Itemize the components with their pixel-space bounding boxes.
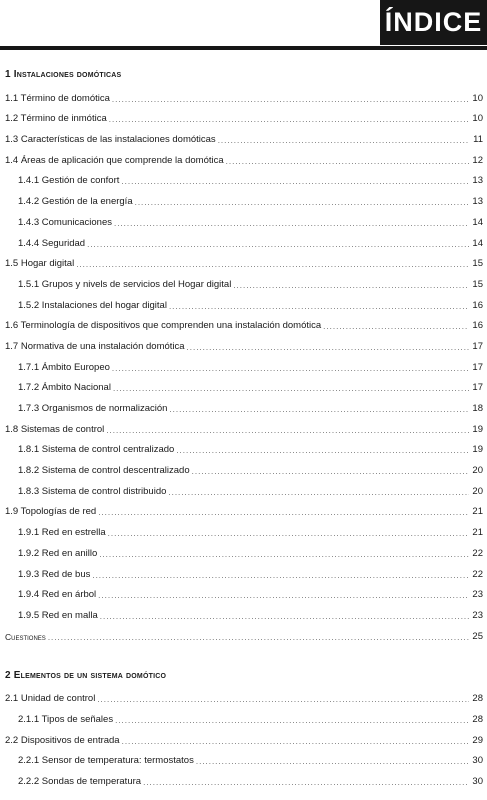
toc-entry-page: 30 xyxy=(472,776,483,787)
toc-entry-title: 2.1 Unidad de control xyxy=(5,693,96,705)
toc-entry[interactable] xyxy=(5,517,483,538)
toc-entry-page: 11 xyxy=(473,134,483,146)
toc-entry-page: 23 xyxy=(472,589,483,601)
toc-entry-title: 1.3 Características de las instalaciones domóticas xyxy=(5,134,216,146)
toc-entry[interactable] xyxy=(5,559,483,580)
toc-entry-page: 17 xyxy=(472,382,483,394)
toc-entry-page: 18 xyxy=(472,403,483,414)
toc-entry[interactable] xyxy=(5,269,483,290)
toc-entry-title: 1.7.3 Organismos de normalización xyxy=(18,403,168,414)
toc-entry[interactable] xyxy=(5,538,483,559)
toc-entry-page: 13 xyxy=(472,175,483,187)
toc-entry[interactable] xyxy=(5,414,483,435)
dot-leader xyxy=(108,529,469,538)
dot-leader xyxy=(114,219,469,228)
toc-entry-page: 22 xyxy=(472,547,483,559)
toc-entry-page: 30 xyxy=(472,755,483,767)
dot-leader xyxy=(135,198,469,207)
table-of-contents xyxy=(5,66,483,787)
toc-entry-page: 19 xyxy=(472,444,483,456)
toc-entry-page: 10 xyxy=(472,92,483,104)
dot-leader xyxy=(143,778,469,787)
index-title-banner xyxy=(380,0,487,45)
toc-entry[interactable] xyxy=(5,104,483,125)
toc-entry-title: 1.5.1 Grupos y nivels de servicios del Hogar digital xyxy=(18,278,232,290)
toc-entry[interactable] xyxy=(5,393,483,414)
toc-entry-title: 2.2 Dispositivos de entrada xyxy=(5,734,120,746)
toc-entry[interactable] xyxy=(5,83,483,104)
toc-entry-title: 2.2.1 Sensor de temperatura: termostatos xyxy=(18,755,194,767)
dot-leader xyxy=(187,343,469,352)
toc-entry-title: 1.9.2 Red en anillo xyxy=(18,547,98,559)
toc-entry[interactable] xyxy=(5,725,483,746)
toc-entry-page: 15 xyxy=(472,258,483,270)
toc-entry[interactable] xyxy=(5,249,483,270)
toc-entry[interactable] xyxy=(5,331,483,352)
dot-leader xyxy=(106,426,469,435)
toc-entry-title: 1.5 Hogar digital xyxy=(5,258,75,270)
toc-entry-title: 1.8.2 Sistema de control descentralizado xyxy=(18,465,190,477)
chapter-heading: 2 Elementos de un sistema domótico xyxy=(5,669,167,681)
toc-entry-title: 1.9 Topologías de red xyxy=(5,506,97,518)
toc-entry[interactable] xyxy=(5,311,483,332)
toc-entry[interactable] xyxy=(5,228,483,249)
index-title: ÍNDICE xyxy=(384,7,483,37)
dot-leader xyxy=(97,695,469,704)
toc-entry-page: 14 xyxy=(472,216,483,228)
toc-entry[interactable] xyxy=(5,435,483,456)
toc-entry[interactable] xyxy=(5,207,483,228)
toc-entry-page: 16 xyxy=(472,320,483,332)
toc-entry-page: 21 xyxy=(472,527,483,539)
toc-entry-page: 28 xyxy=(472,713,483,725)
dot-leader xyxy=(109,115,469,124)
toc-entry-page: 29 xyxy=(472,734,483,746)
toc-entry[interactable] xyxy=(5,497,483,518)
toc-entry-title: 1.9.4 Red en árbol xyxy=(18,589,97,601)
toc-entry-title: 1.4.4 Seguridad xyxy=(18,237,86,249)
toc-entry[interactable] xyxy=(5,124,483,145)
toc-entry-title: 1.4.3 Comunicaciones xyxy=(18,216,112,228)
dot-leader xyxy=(87,240,469,249)
dot-leader xyxy=(323,322,469,331)
toc-entry-title: 1.9.1 Red en estrella xyxy=(18,527,106,539)
dot-leader xyxy=(196,757,469,766)
toc-entry[interactable] xyxy=(5,290,483,311)
dot-leader xyxy=(100,612,469,621)
dot-leader xyxy=(98,508,469,517)
dot-leader xyxy=(168,488,469,497)
toc-entry-page: 15 xyxy=(472,278,483,290)
toc-entry[interactable] xyxy=(5,621,483,642)
toc-entry-page: 19 xyxy=(472,423,483,435)
toc-entry-title: 1.4.1 Gestión de confort xyxy=(18,175,120,187)
toc-entry[interactable] xyxy=(5,186,483,207)
dot-leader xyxy=(76,260,469,269)
dot-leader xyxy=(115,716,469,725)
toc-entry-page: 14 xyxy=(472,237,483,249)
toc-entry[interactable] xyxy=(5,352,483,373)
dot-leader xyxy=(169,302,469,311)
toc-entry-page: 21 xyxy=(472,506,483,518)
chapter-gap xyxy=(5,642,483,667)
toc-entry-page: 20 xyxy=(472,465,483,477)
toc-entry-page: 10 xyxy=(472,113,483,125)
toc-entry[interactable] xyxy=(5,373,483,394)
toc-entry-title: 1.8.1 Sistema de control centralizado xyxy=(18,444,175,456)
dot-leader xyxy=(218,136,469,145)
toc-entry-title: 1.9.3 Red de bus xyxy=(18,568,91,580)
toc-entry-title: 1.9.5 Red en malla xyxy=(18,609,98,621)
toc-entry[interactable] xyxy=(5,455,483,476)
dot-leader xyxy=(169,405,469,414)
toc-entry-title: 1.1 Término de domótica xyxy=(5,92,110,104)
toc-entry[interactable] xyxy=(5,684,483,705)
toc-entry[interactable] xyxy=(5,476,483,497)
toc-entry-title: 2.2.2 Sondas de temperatura xyxy=(18,776,142,787)
toc-entry-page: 25 xyxy=(472,630,483,642)
dot-leader xyxy=(233,281,469,290)
header-rule xyxy=(0,46,487,50)
toc-entry[interactable] xyxy=(5,766,483,787)
toc-entry[interactable] xyxy=(5,145,483,166)
toc-entry-title: 1.7.2 Ámbito Nacional xyxy=(18,382,111,394)
toc-entry-title: 1.7 Normativa de una instalación domótica xyxy=(5,340,185,352)
dot-leader xyxy=(113,384,469,393)
toc-entry[interactable] xyxy=(5,746,483,767)
dot-leader xyxy=(48,633,469,642)
toc-entry-title: 1.4.2 Gestión de la energía xyxy=(18,196,133,208)
dot-leader xyxy=(92,571,469,580)
toc-entry[interactable] xyxy=(5,704,483,725)
toc-entry-title: 1.4 Áreas de aplicación que comprende la domótica xyxy=(5,154,224,166)
toc-entry-title: Cuestiones xyxy=(5,631,46,642)
dot-leader xyxy=(226,157,469,166)
dot-leader xyxy=(192,467,469,476)
chapter-heading: 1 Instalaciones domóticas xyxy=(5,69,122,80)
toc-entry-title: 1.5.2 Instalaciones del hogar digital xyxy=(18,299,167,311)
toc-entry[interactable] xyxy=(5,580,483,601)
toc-entry-title: 1.8.3 Sistema de control distribuido xyxy=(18,485,167,497)
dot-leader xyxy=(112,95,469,104)
toc-entry[interactable] xyxy=(5,166,483,187)
toc-entry-page: 16 xyxy=(472,299,483,311)
toc-entry-title: 1.6 Terminología de dispositivos que comprenden una instalación domótica xyxy=(5,320,322,332)
toc-entry-page: 23 xyxy=(472,609,483,621)
toc-entry-page: 13 xyxy=(472,196,483,208)
dot-leader xyxy=(122,737,469,746)
toc-entry-title: 1.8 Sistemas de control xyxy=(5,423,105,435)
dot-leader xyxy=(112,364,469,373)
dot-leader xyxy=(176,446,469,455)
toc-entry-page: 17 xyxy=(472,340,483,352)
toc-entry-title: 2.1.1 Tipos de señales xyxy=(18,713,114,725)
toc-entry-page: 12 xyxy=(472,154,483,166)
dot-leader xyxy=(121,177,469,186)
toc-entry-page: 22 xyxy=(472,568,483,580)
toc-entry-page: 17 xyxy=(472,361,483,373)
dot-leader xyxy=(99,550,469,559)
toc-entry-title: 1.7.1 Ámbito Europeo xyxy=(18,361,110,373)
toc-entry-page: 20 xyxy=(472,485,483,497)
toc-entry-page: 28 xyxy=(472,693,483,705)
dot-leader xyxy=(98,591,469,600)
toc-entry-title: 1.2 Término de inmótica xyxy=(5,113,107,125)
toc-entry[interactable] xyxy=(5,600,483,621)
